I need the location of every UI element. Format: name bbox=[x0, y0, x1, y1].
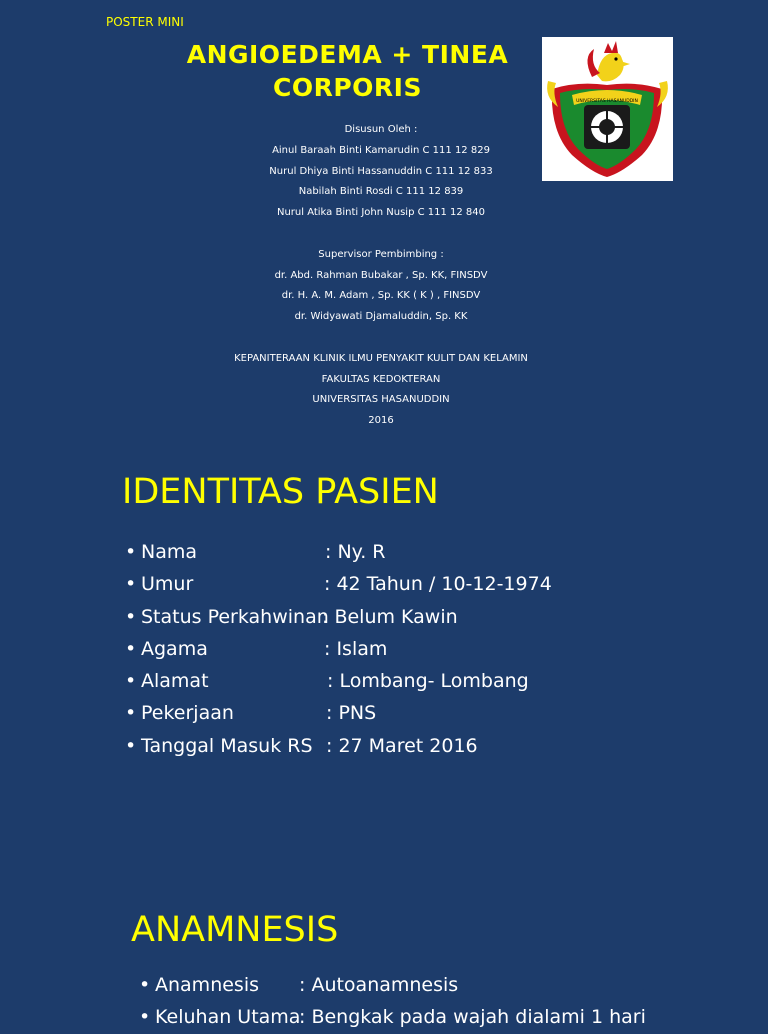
author-line: Nabilah Binti Rosdi C 111 12 839 bbox=[298, 186, 464, 198]
bullet-icon: • bbox=[139, 1006, 151, 1029]
field-value: : Islam bbox=[324, 637, 388, 660]
field-value: : Autoanamnesis bbox=[299, 974, 459, 996]
field-label: Tanggal Masuk RS bbox=[141, 734, 313, 757]
author-line: Nurul Atika Binti John Nusip C 111 12 840 bbox=[276, 207, 486, 219]
bullet-icon: • bbox=[125, 702, 137, 725]
field-label: Umur bbox=[141, 573, 194, 596]
author-line: Ainul Baraah Binti Kamarudin C 111 12 829 bbox=[272, 144, 490, 156]
field-value: : PNS bbox=[326, 702, 377, 725]
list-item bbox=[125, 536, 386, 568]
institution-line: UNIVERSITAS HASANUDDIN bbox=[312, 394, 450, 406]
field-value: : Bengkak pada wajah dialami 1 hari bbox=[299, 1006, 646, 1029]
supervisor-line: dr. Abd. Rahman Bubakar , Sp. KK, FINSDV bbox=[274, 269, 488, 281]
institution-year: 2016 bbox=[368, 415, 394, 427]
field-value: : Belum Kawin bbox=[322, 605, 458, 628]
supervisor-line: dr. H. A. M. Adam , Sp. KK ( K ) , FINSDV bbox=[281, 290, 481, 302]
field-label: Keluhan Utama bbox=[155, 1006, 301, 1029]
title-line-1: ANGIOEDEMA + TINEA bbox=[186, 40, 509, 69]
identitas-list bbox=[125, 536, 552, 762]
authors-heading: Disusun Oleh : bbox=[344, 124, 418, 135]
field-label: Nama bbox=[141, 541, 198, 563]
field-value: : Lombang- Lombang bbox=[327, 670, 529, 693]
list-item bbox=[125, 633, 388, 665]
credits-block bbox=[200, 120, 562, 432]
bullet-icon: • bbox=[125, 734, 137, 757]
author-line: Nurul Dhiya Binti Hassanuddin C 111 12 833 bbox=[269, 165, 493, 177]
bullet-icon: • bbox=[139, 974, 151, 996]
logo-banner-text: UNIVERSITAS HASANUDDIN bbox=[576, 99, 638, 104]
supervisor-line: dr. Widyawati Djamaluddin, Sp. KK bbox=[294, 311, 468, 323]
field-value: : 42 Tahun / 10-12-1974 bbox=[324, 573, 552, 596]
field-label: Agama bbox=[141, 637, 208, 660]
list-item bbox=[125, 730, 478, 762]
anamnesis-heading: ANAMNESIS bbox=[131, 910, 339, 950]
bullet-icon: • bbox=[125, 605, 137, 628]
bullet-icon: • bbox=[125, 573, 137, 596]
institution-line: FAKULTAS KEDOKTERAN bbox=[321, 373, 441, 385]
page-title bbox=[160, 38, 535, 104]
list-item bbox=[125, 601, 458, 633]
field-label: Pekerjaan bbox=[141, 702, 234, 725]
list-item bbox=[125, 568, 552, 600]
supervisor-heading: Supervisor Pembimbing : bbox=[318, 248, 444, 260]
bullet-icon: • bbox=[125, 670, 137, 693]
poster-label: POSTER MINI bbox=[106, 15, 184, 29]
list-item bbox=[139, 969, 459, 1001]
field-label: Alamat bbox=[141, 670, 209, 693]
list-item bbox=[125, 697, 377, 729]
bullet-icon: • bbox=[125, 637, 137, 660]
bullet-icon: • bbox=[125, 541, 137, 563]
field-value: : 27 Maret 2016 bbox=[326, 734, 478, 757]
field-label: Status Perkahwinan bbox=[141, 605, 329, 628]
list-item bbox=[125, 665, 529, 697]
title-line-2: CORPORIS bbox=[273, 73, 422, 102]
identitas-heading: IDENTITAS PASIEN bbox=[122, 472, 439, 512]
institution-line: KEPANITERAAN KLINIK ILMU PENYAKIT KULIT DAN KELAMIN bbox=[234, 352, 528, 364]
field-value: : Ny. R bbox=[325, 541, 386, 563]
list-item bbox=[139, 1001, 646, 1033]
field-label: Anamnesis bbox=[155, 974, 259, 996]
